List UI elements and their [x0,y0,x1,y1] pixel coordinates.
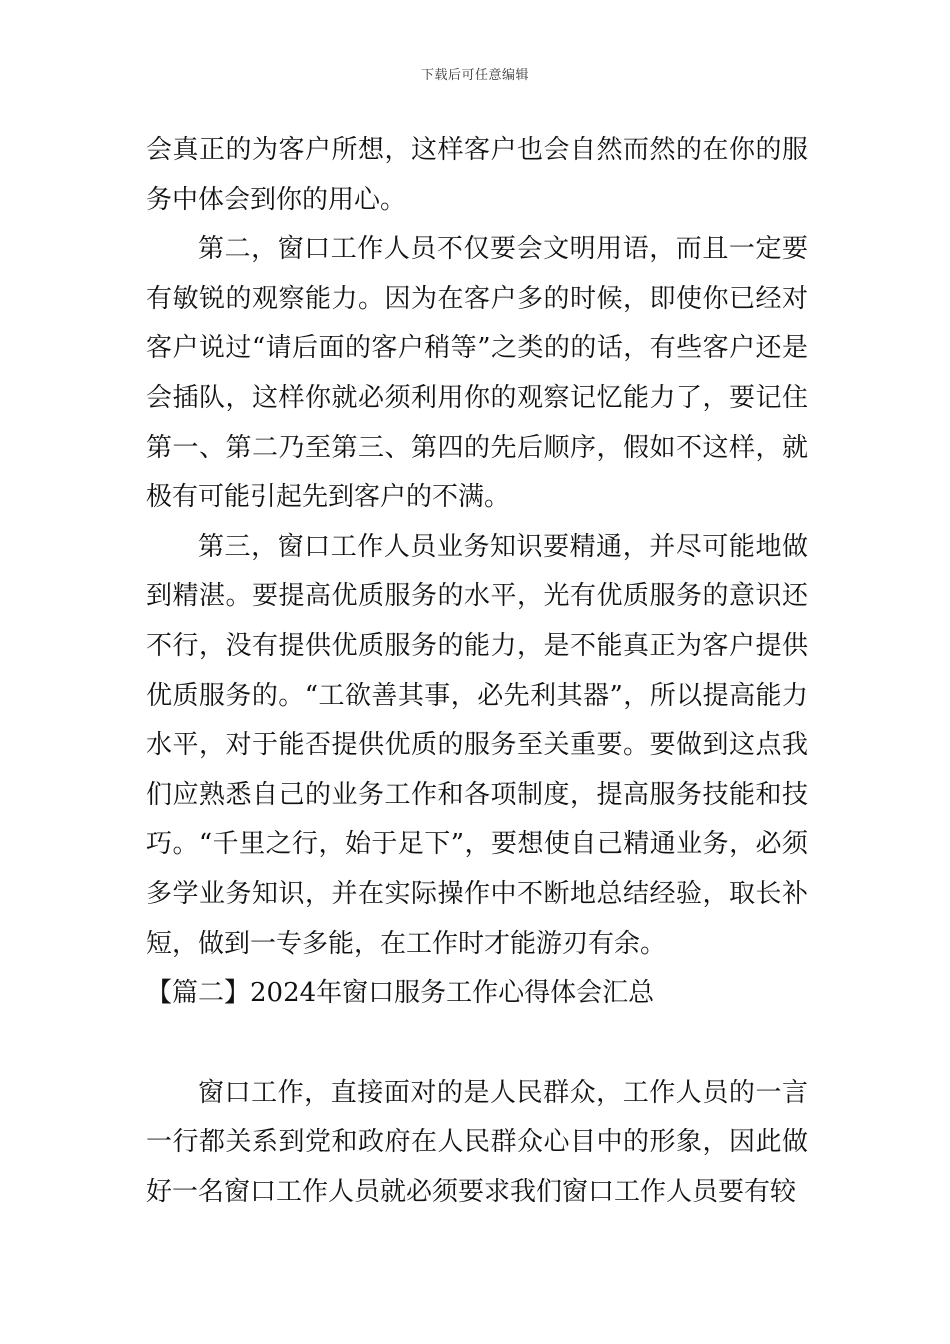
section-spacer [146,1019,808,1069]
section-heading: 【篇二】2024年窗口服务工作心得体会汇总 [146,978,655,1009]
paragraph-continuation: 会真正的为客户所想，这样客户也会自然而然的在你的服务中体会到你的用心。 [146,135,808,215]
paragraph-second-point: 第二，窗口工作人员不仅要会文明用语，而且一定要有敏锐的观察能力。因为在客户多的时候，即使你已经对客户说过“请后面的客户稍等”之类的的话，有些客户还是会插队，这样你就必须利用你的观察记忆能力了，要记住第一、第二乃至第三、第四的先后顺序，假如不这样，就极有可能引起先到客户的不满。 [146,234,808,513]
paragraph-third-point: 第三，窗口工作人员业务知识要精通，并尽可能地做到精湛。要提高优质服务的水平，光有优质服务的意识还不行，没有提供优质服务的能力，是不能真正为客户提供优质服务的。“工欲善其事，必先利其器”，所以提高能力水平，对于能否提供优质的服务至关重要。要做到这点我们应熟悉自己的业务工作和各项制度，提高服务技能和技巧。“千里之行，始于足下”，要想使自己精通业务，必须多学业务知识，并在实际操作中不断地总结经验，取长补短，做到一专多能，在工作时才能游刃有余。 [146,531,808,959]
page-header: 下载后可任意编辑 [420,68,529,83]
document-body [146,126,808,1217]
paragraph-section-intro: 窗口工作，直接面对的是人民群众，工作人员的一言一行都关系到党和政府在人民群众心目中的形象，因此做好一名窗口工作人员就必须要求我们窗口工作人员要有较 [146,1077,808,1207]
